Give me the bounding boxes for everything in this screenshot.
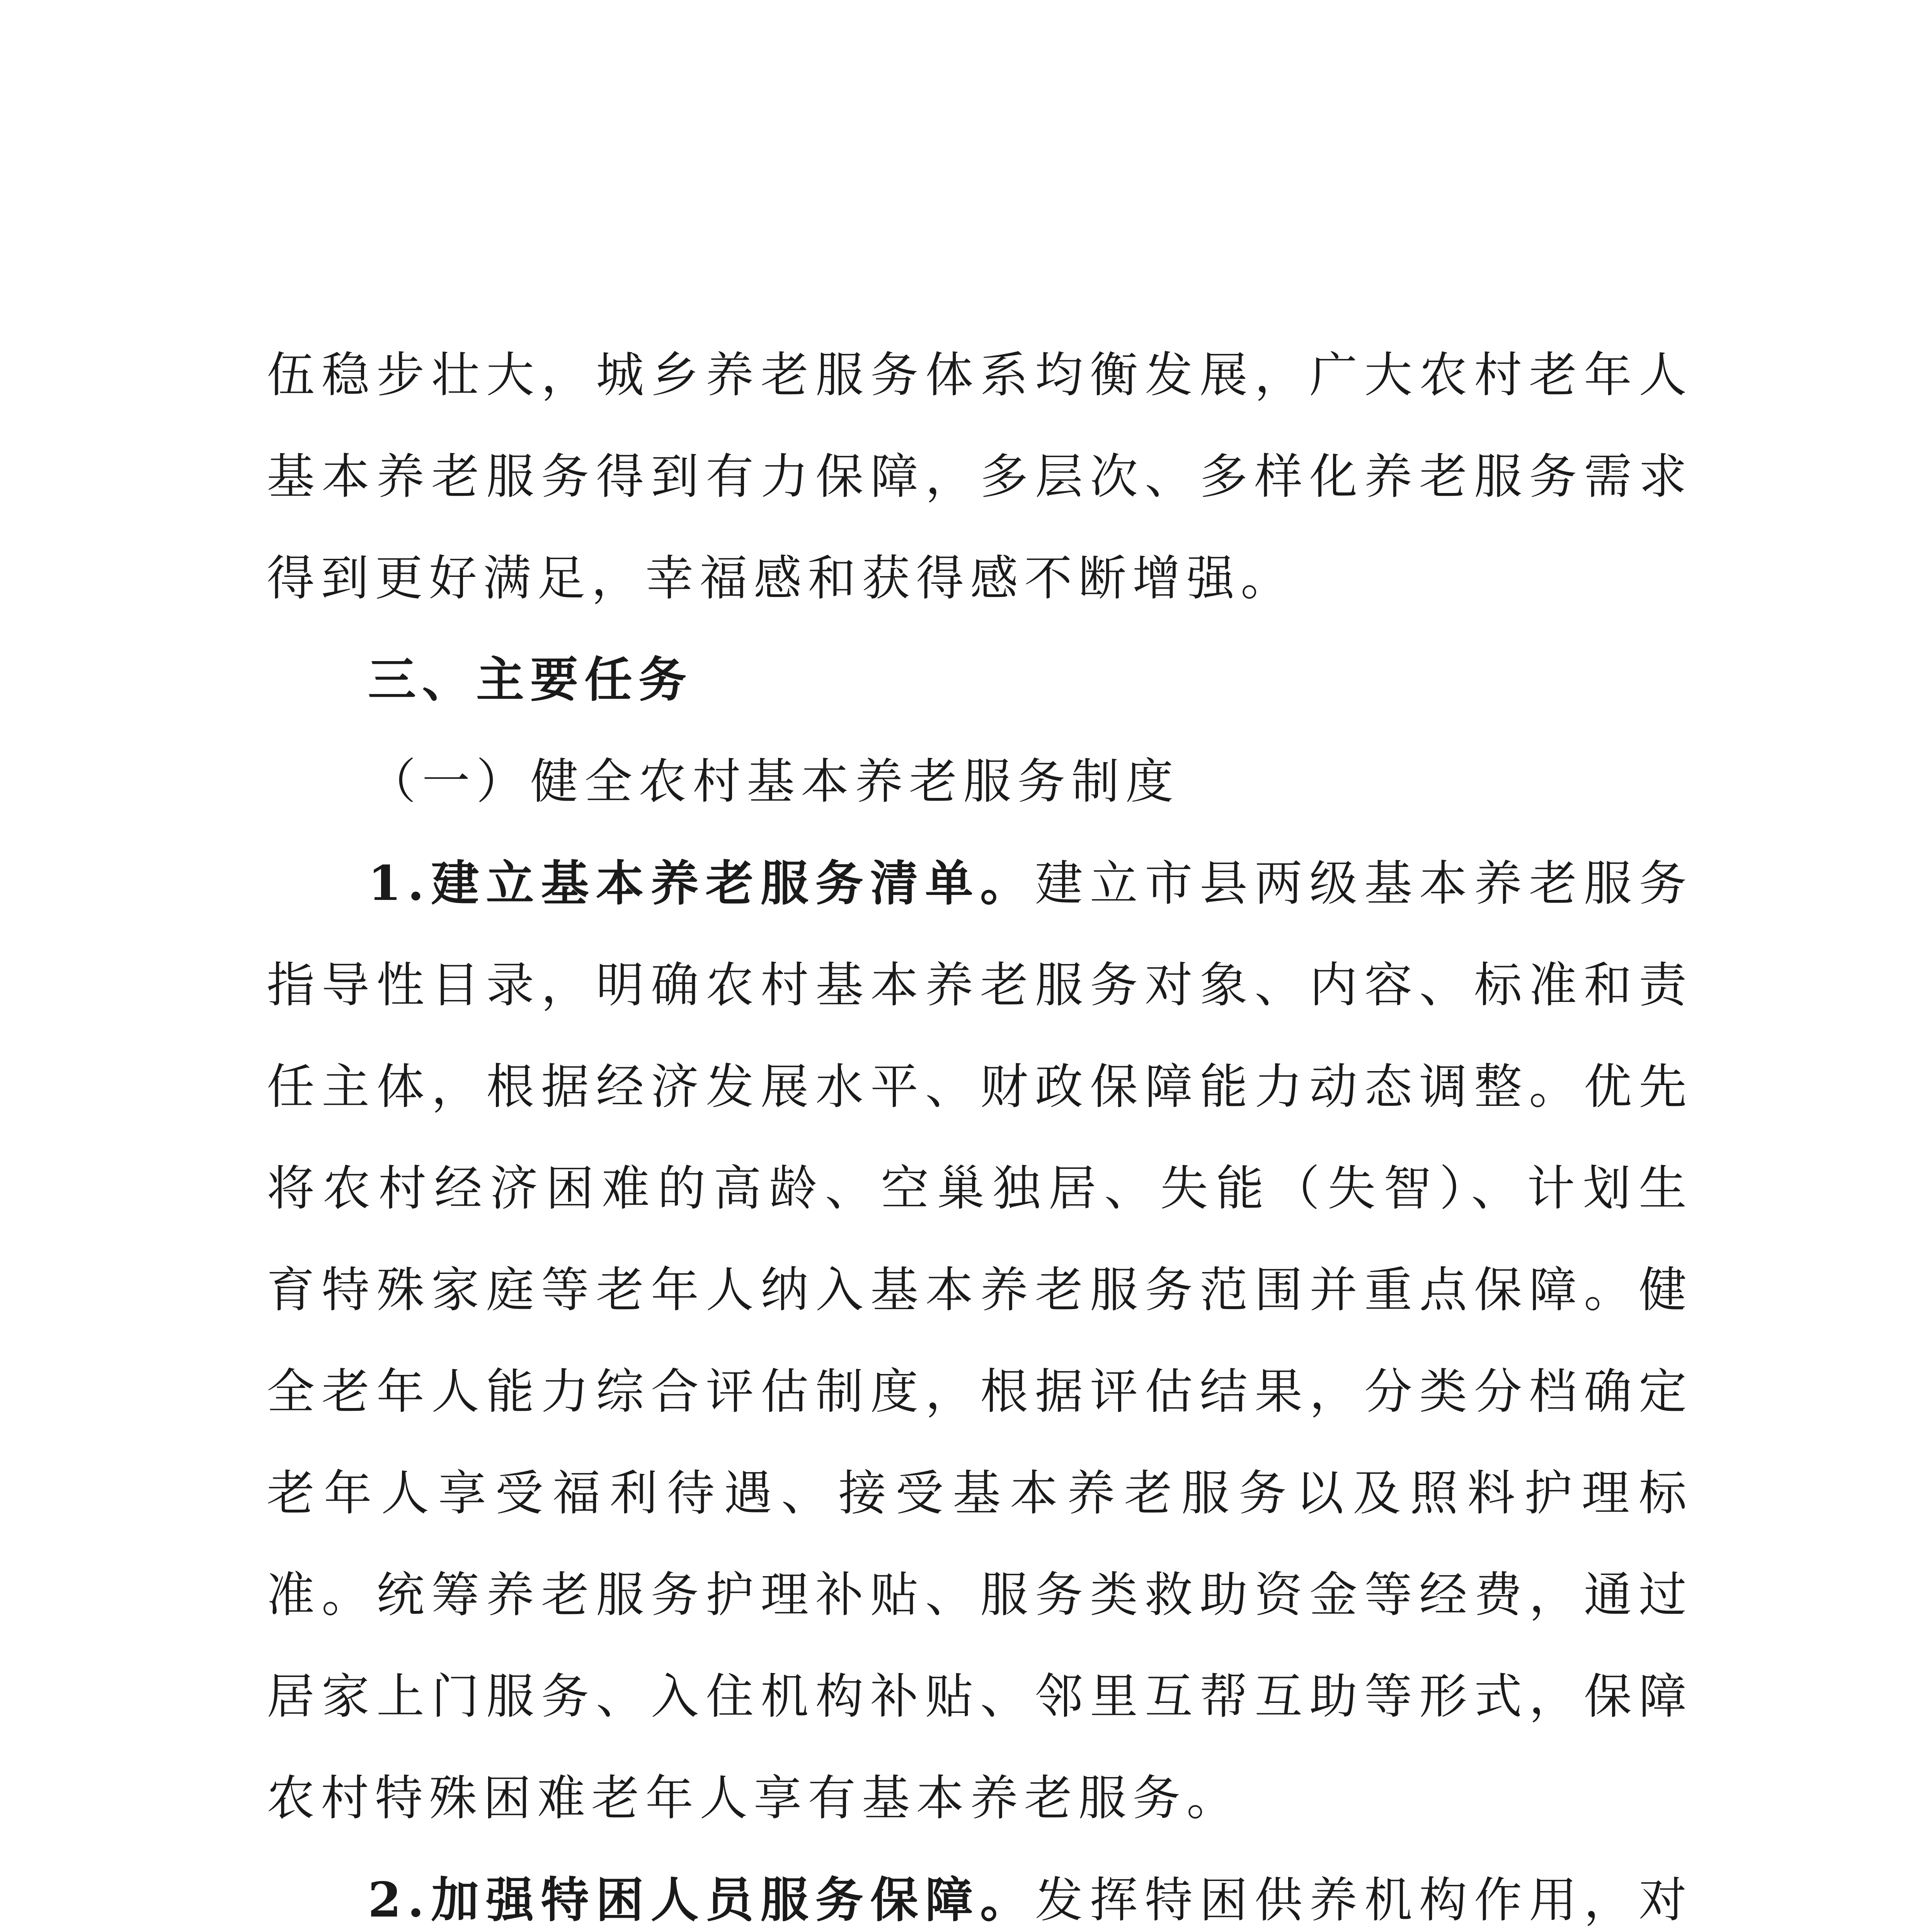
paragraph-continued: 伍稳步壮大，城乡养老服务体系均衡发展，广大农村老年人基本养老服务得到有力保障，多层次、多样化养老服务需求得到更好满足，幸福感和获得感不断增强。	[267, 347, 1693, 606]
document-body	[267, 325, 1693, 1932]
paragraph-item-1	[267, 833, 1693, 1849]
paragraph-item-2	[267, 1849, 1693, 1932]
subsection-heading: （一）健全农村基本养老服务制度	[368, 754, 1180, 810]
item-2-title: 2.加强特困人员服务保障。	[368, 1872, 1035, 1928]
item-1-body: 建立市县两级基本养老服务指导性目录，明确农村基本养老服务对象、内容、标准和责任主体，根据经济发展水平、财政保障能力动态调整。优先将农村经济困难的高龄、空巢独居、失能（失智）、计划生育特殊家庭等老年人纳入基本养老服务范围并重点保障。健全老年人能力综合评估制度，根据评估结果，分类分档确定老年人享受福利待遇、接受基本养老服务以及照料护理标准。统筹养老服务护理补贴、服务类救助资金等经费，通过居家上门服务、入住机构补贴、邻里互帮互助等形式，保障农村特殊困难老年人享有基本养老服务。	[267, 856, 1693, 1826]
section-heading: 三、主要任务	[368, 652, 693, 708]
item-2-body: 发挥特困供养机构作用，对	[1035, 1872, 1693, 1928]
item-1-title: 1.建立基本养老服务清单。	[368, 855, 1035, 912]
